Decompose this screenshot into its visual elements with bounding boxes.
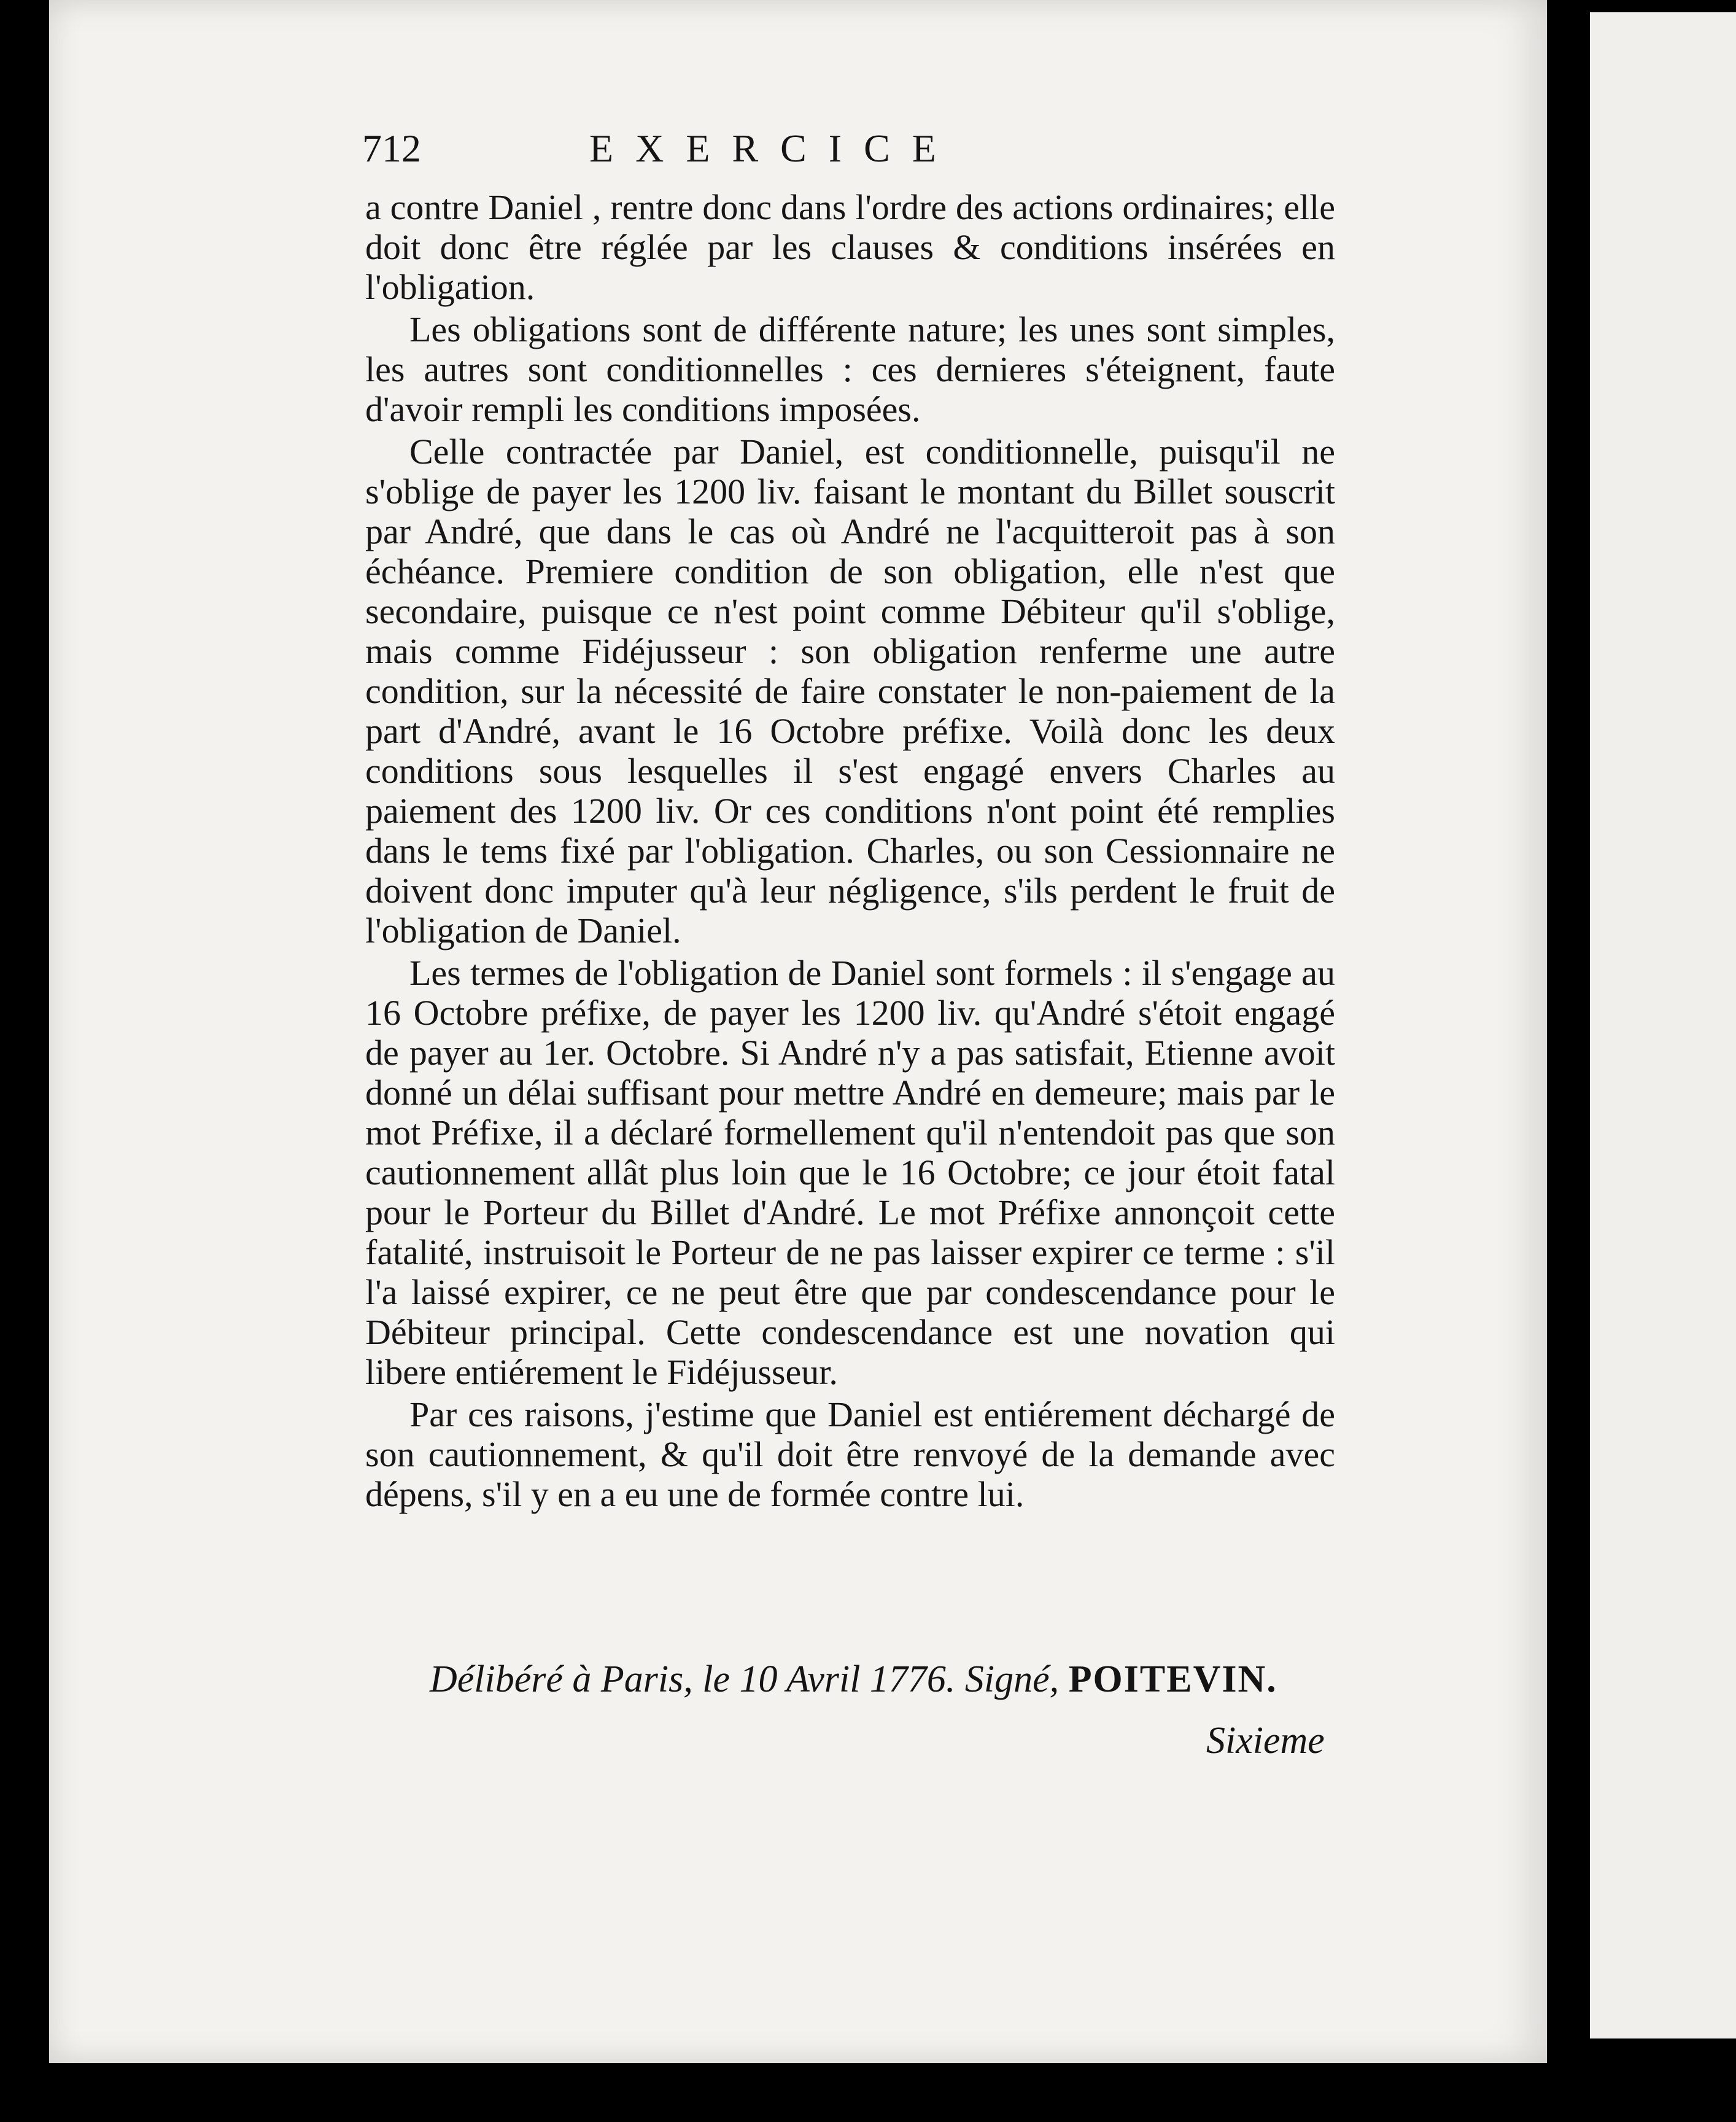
page-header <box>362 126 1160 181</box>
paragraph-3: Celle contractée par Daniel, est conditionnelle, puisqu'il ne s'oblige de payer les 1200 liv. faisant le montant du Billet souscrit par André, que dans le cas où André ne l'acquitteroit pas à son échéance. Premiere condition de son obligation, elle n'est que secondaire, puisque ce n'est point comme Débiteur qu'il s'oblige, mais comme Fidéjusseur : son obligation renferme une autre condition, sur la nécessité de faire constater le non-paiement de la part d'André, avant le 16 Octobre préfixe. Voilà donc les deux conditions sous lesquelles il s'est engagé envers Charles au paiement des 1200 liv. Or ces conditions n'ont point été remplies dans le tems fixé par l'obligation. Charles, ou son Cessionnaire ne doivent donc imputer qu'à leur négligence, s'ils perdent le fruit de l'obligation de Daniel. <box>365 432 1335 950</box>
paragraph-5: Par ces raisons, j'estime que Daniel est entiérement déchargé de son cautionnement, & qu'il doit être renvoyé de la demande avec dépens, s'il y en a eu une de formée contre lui. <box>365 1394 1335 1514</box>
page-number: 712 <box>362 126 421 170</box>
paragraph-2: Les obligations sont de différente nature; les unes sont simples, les autres sont conditionnelles : ces dernieres s'éteignent, faute d'avoir rempli les conditions imposées. <box>365 309 1335 429</box>
signer-name: POITEVIN. <box>1068 1658 1277 1700</box>
facing-page-edge <box>1590 12 1736 2038</box>
paragraph-4: Les termes de l'obligation de Daniel sont formels : il s'engage au 16 Octobre préfixe, de payer les 1200 liv. qu'André s'étoit engagé de payer au 1er. Octobre. Si André n'y a pas satisfait, Etienne avoit donné un délai suffisant pour mettre André en demeure; mais par le mot Préfixe, il a déclaré formellement qu'il n'entendoit pas que son cautionnement allât plus loin que le 16 Octobre; ce jour étoit fatal pour le Porteur du Billet d'André. Le mot Préfixe annonçoit cette fatalité, instruisoit le Porteur de ne pas laisser expirer ce terme : s'il l'a laissé expirer, ce ne peut être que par condescendance pour le Débiteur principal. Cette condescendance est une novation qui libere entiérement le Fidéjusseur. <box>365 953 1335 1392</box>
closing-text: Délibéré à Paris, le 10 Avril 1776. Signé, <box>430 1658 1060 1700</box>
catchword: Sixieme <box>1206 1720 1325 1762</box>
running-title: EXERCICE <box>589 126 958 170</box>
closing-signature-line <box>430 1658 1350 1701</box>
body-text <box>365 187 1335 1517</box>
paragraph-1: a contre Daniel , rentre donc dans l'ordre des actions ordinaires; elle doit donc être réglée par les clauses & conditions insérées en l'obligation. <box>365 187 1335 307</box>
